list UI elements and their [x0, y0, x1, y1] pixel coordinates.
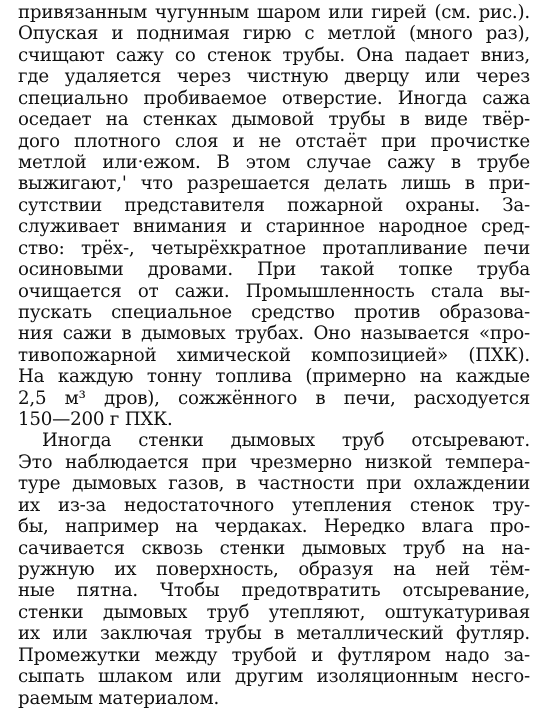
text-line-30: их или заключая трубы в металлический футляр. — [18, 623, 530, 645]
text-line-15: пускать специальное средство против образова- — [18, 301, 530, 323]
text-line-32: сыпать шлаком или другим изоляционным несго- — [18, 666, 530, 688]
text-line-25: бы, например на чердаках. Нередко влага про- — [18, 516, 530, 538]
text-line-6: оседает на стенках дымовой трубы в виде твёр- — [18, 109, 530, 131]
text-line-29: стенки дымовых труб утепляют, оштукатуривая — [18, 601, 530, 623]
text-line-10: сутствии представителя пожарной охраны. За- — [18, 194, 530, 216]
text-line-22: Это наблюдается при чрезмерно низкой темпера- — [18, 451, 530, 473]
text-line-26: сачивается сквозь стенки дымовых труб на на- — [18, 537, 530, 559]
text-line-31: Промежутки между трубой и футляром надо за- — [18, 644, 530, 666]
text-line-20: 150—200 г ПХК. — [18, 409, 173, 431]
text-line-21: Иногда стенки дымовых труб отсыревают. — [42, 430, 530, 452]
text-line-17: тивопожарной химической композицией» (ПХК). — [18, 344, 530, 366]
text-line-23: туре дымовых газов, в частности при охлаждении — [18, 473, 530, 495]
text-line-28: ные пятна. Чтобы предотвратить отсыревание, — [18, 580, 530, 602]
text-line-18: На каждую тонну топлива (примерно на каждые — [18, 366, 530, 388]
text-line-27: ружную их поверхность, образуя на ней тём- — [18, 559, 530, 581]
text-line-33: раемым материалом. — [18, 687, 220, 709]
text-line-4: где удаляется через чистную дверцу или через — [18, 66, 530, 88]
text-line-7: дого плотного слоя и не отстаёт при прочистке — [18, 130, 530, 152]
text-line-14: очищается от сажи. Промышленность стала вы- — [18, 280, 530, 302]
text-line-2: Опуская и поднимая гирю с метлой (много раз), — [18, 23, 530, 45]
text-line-3: счищают сажу со стенок трубы. Она падает вниз, — [18, 44, 530, 66]
text-line-12: ство: трёх-, четырёхкратное протапливание печи — [18, 237, 530, 259]
text-line-9: выжигают,' что разрешается делать лишь в при- — [18, 173, 530, 195]
text-line-1: привязанным чугунным шаром или гирей (см. рис.). — [18, 2, 530, 23]
text-line-16: ния сажи в дымовых трубах. Оно называется «про- — [18, 323, 530, 345]
text-line-13: осиновыми дровами. При такой топке труба — [18, 259, 530, 281]
text-line-5: специально пробиваемое отверстие. Иногда сажа — [18, 87, 530, 109]
text-line-11: служивает внимания и старинное народное сред- — [18, 216, 530, 238]
text-line-19: 2,5 м³ дров), сожжённого в печи, расходуется — [18, 387, 530, 409]
text-line-8: метлой или·ежом. В этом случае сажу в трубе — [18, 151, 530, 173]
text-line-24: их из-за недостаточного утепления стенок тру- — [18, 494, 530, 516]
